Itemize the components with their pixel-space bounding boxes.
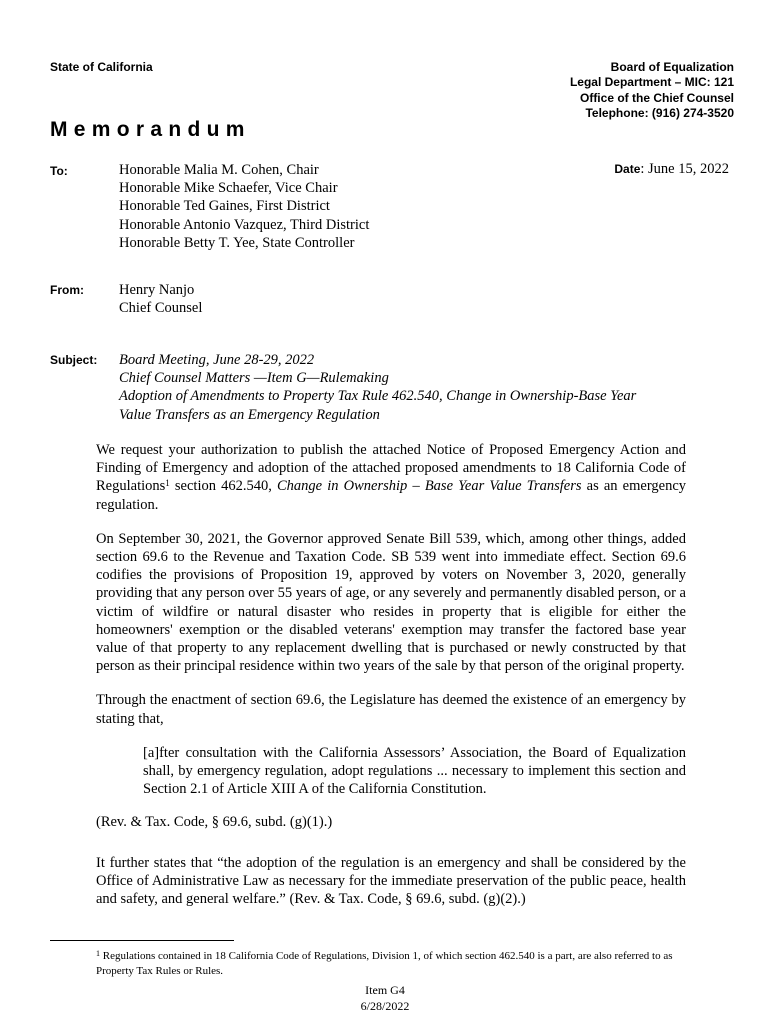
paragraph-background: On September 30, 2021, the Governor approved Senate Bill 539, which, among other things, added section 69.6 to the Revenue and Taxation Code. SB 539 went into immediate effect. Section 69.6 codifies the provisions of Proposition 19, approved by voters on November 3, 2020, generally providing that any person over 55 years of age, or any severely and permanently disabled person, or a victim of wildfire or natural disaster who resides in property that is eligible for either the homeowners' exemption or the disabled veterans' exemption may transfer the factored base year value of that property to any replacement dwelling that is purchased or newly constructed by that person as their principal residence within two years of the sale by that person of the original property. bbox=[96, 530, 686, 675]
footer-item: Item G4 bbox=[365, 983, 405, 997]
paragraph-emergency: It further states that “the adoption of the regulation is an emergency and shall be considered by the Office of Administrative Law as necessary for the immediate preservation of the public peace, health and safety, and general welfare.” (Rev. & Tax. Code, § 69.6, subd. (g)(2).) bbox=[96, 854, 686, 908]
footnote-text: Regulations contained in 18 California Code of Regulations, Division 1, of which section 462.540 is a part, are also referred to as Property Tax Rules or Rules. bbox=[96, 950, 673, 977]
to-label: To: bbox=[50, 164, 68, 178]
paragraph-legislature: Through the enactment of section 69.6, the Legislature has deemed the existence of an emergency by stating that, bbox=[96, 692, 686, 727]
sender-name: Henry Nanjo bbox=[119, 282, 195, 298]
recipient: Honorable Betty T. Yee, State Controller bbox=[119, 234, 355, 251]
statute-citation: (Rev. & Tax. Code, § 69.6, subd. (g)(1).) bbox=[96, 814, 333, 831]
date-value: : June 15, 2022 bbox=[640, 161, 729, 177]
sender-title: Chief Counsel bbox=[119, 300, 203, 317]
agency-name: Board of Equalization bbox=[610, 60, 734, 74]
date-label: Date bbox=[614, 162, 641, 176]
footnote bbox=[96, 949, 676, 978]
department-line: Legal Department – MIC: 121 bbox=[569, 75, 734, 90]
from-label: From: bbox=[50, 283, 84, 297]
subject-line: Value Transfers as an Emergency Regulation bbox=[119, 406, 380, 423]
telephone-line: Telephone: (916) 274-3520 bbox=[585, 105, 734, 120]
footnote-divider bbox=[50, 940, 234, 941]
rule-title: Change in Ownership – Base Year Value Transfers bbox=[277, 478, 582, 495]
memo-body bbox=[96, 441, 686, 908]
subject-lines bbox=[119, 351, 636, 424]
paragraph-text: We request your authorization to publish the attached Notice of Proposed Emergency Action and Finding of Emergency and adoption of the attached proposed amendments to 18 California Code of Regulations bbox=[96, 442, 686, 495]
office-line: Office of the Chief Counsel bbox=[579, 90, 734, 105]
sender bbox=[119, 281, 202, 317]
recipient-list bbox=[119, 161, 369, 252]
subject-line: Chief Counsel Matters —Item G—Rulemaking bbox=[119, 370, 389, 387]
footnote-number: 1 bbox=[96, 949, 100, 958]
recipient: Honorable Malia M. Cohen, Chair bbox=[119, 162, 319, 178]
page-footer bbox=[0, 982, 770, 1014]
paragraph-request bbox=[96, 441, 686, 514]
subject-label: Subject: bbox=[50, 353, 98, 367]
subject-line: Board Meeting, June 28-29, 2022 bbox=[119, 352, 315, 368]
recipient: Honorable Mike Schaefer, Vice Chair bbox=[119, 180, 338, 197]
memorandum-title: Memorandum bbox=[50, 118, 251, 141]
footnote-reference[interactable]: 1 bbox=[165, 478, 170, 489]
paragraph-text: section 462.540, bbox=[169, 478, 278, 495]
statute-quote: [a]fter consultation with the California Assessors’ Association, the Board of Equalization shall, by emergency regulation, adopt regulations ... necessary to implement this section and Section 2.1 of Article XIII A of the California Constitution. bbox=[143, 744, 686, 798]
paragraph-text: as an emergency regulation. bbox=[96, 478, 687, 513]
agency-contact-block bbox=[570, 60, 734, 121]
footer-date: 6/28/2022 bbox=[360, 999, 410, 1013]
state-of-california-label: State of California bbox=[50, 60, 153, 74]
recipient: Honorable Ted Gaines, First District bbox=[119, 198, 330, 215]
subject-line: Adoption of Amendments to Property Tax Rule 462.540, Change in Ownership-Base Year bbox=[119, 388, 637, 405]
memo-date bbox=[614, 161, 729, 178]
recipient: Honorable Antonio Vazquez, Third District bbox=[119, 216, 370, 233]
